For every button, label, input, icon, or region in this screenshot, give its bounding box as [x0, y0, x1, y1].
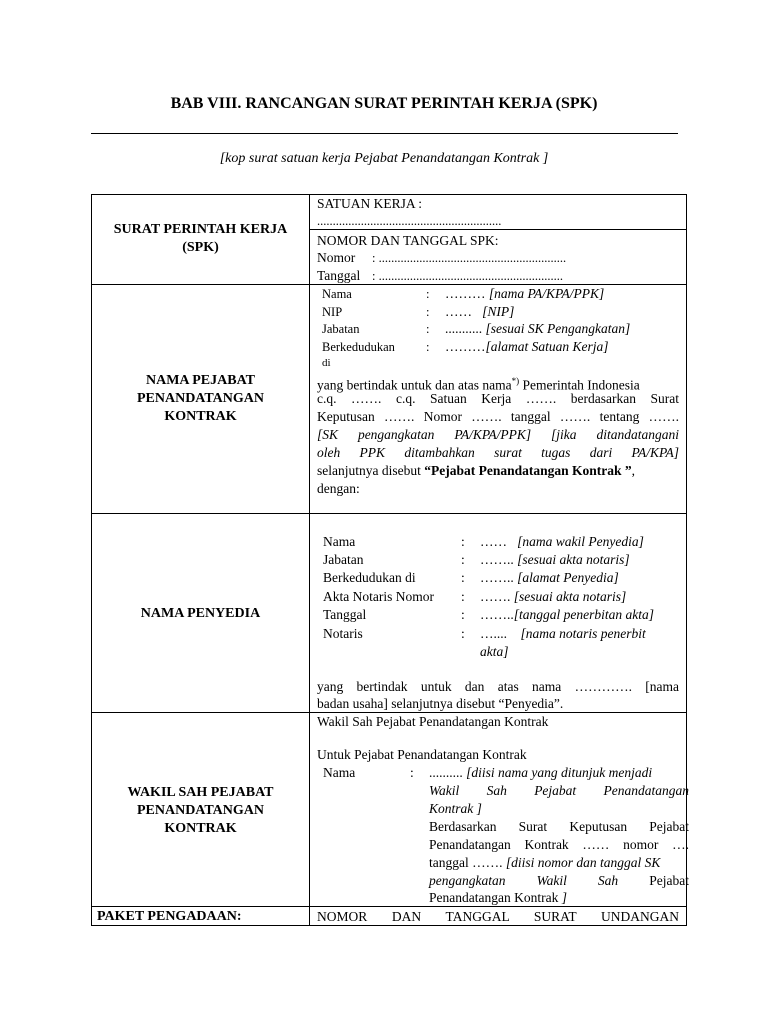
penyedia-para-line2: badan usaha] selanjutnya disebut “Penyedia”. — [317, 696, 564, 711]
penyedia-field-colon: : — [461, 552, 465, 567]
penyedia-label: NAMA PENYEDIA — [140, 606, 261, 621]
paket-pengadaan-value: NOMOR DAN TANGGAL SURAT UNDANGAN — [317, 909, 679, 924]
berdasarkan-line3: tanggal ……. [diisi nomor dan tanggal SK — [429, 855, 661, 870]
pejabat-para-line7: dengan: — [317, 481, 360, 496]
pejabat-field-value: …… [NIP] — [445, 304, 515, 319]
penyedia-field-value: …….. [alamat Penyedia] — [480, 570, 619, 585]
wakil-sah-label — [92, 784, 309, 838]
satuan-kerja-label: SATUAN KERJA : — [317, 196, 423, 211]
nomor-value: : ............................................................ — [372, 251, 567, 265]
wakil-sah-line2: Untuk Pejabat Penandatangan Kontrak — [317, 747, 527, 762]
satuan-kerja-dots: ........................................................... — [317, 214, 502, 228]
penyedia-field-label: Nama — [323, 534, 356, 549]
row-divider — [91, 906, 687, 907]
notaris-continuation: akta] — [480, 644, 509, 659]
wakil-nama-colon: : — [410, 765, 414, 780]
pejabat-field-value: ……… [nama PA/KPA/PPK] — [445, 286, 605, 301]
pejabat-para-line2: c.q. ……. c.q. Satuan Kerja ……. berdasarkan Surat — [317, 391, 679, 406]
di-label: di — [322, 357, 331, 369]
row-divider — [91, 513, 687, 514]
tanggal-value: : ........................................................... — [372, 269, 563, 283]
wakil-sah-label-line2: PENANDATANGAN — [136, 803, 265, 818]
penyedia-field-label: Berkedudukan di — [323, 570, 416, 585]
pejabat-label-line3: KONTRAK — [164, 409, 237, 424]
penyedia-field-label: Akta Notaris Nomor — [323, 589, 434, 604]
penyedia-field-value: …….. [sesuai akta notaris] — [480, 552, 630, 567]
pejabat-field-colon: : — [426, 287, 430, 301]
pejabat-field-label: Jabatan — [322, 322, 360, 336]
pejabat-field-value: ………[alamat Satuan Kerja] — [445, 339, 609, 354]
paket-pengadaan-label: PAKET PENGADAAN: — [97, 909, 242, 924]
pejabat-para-line5: oleh PPK ditambahkan surat tugas dari PA/KPA] — [317, 445, 679, 460]
pejabat-field-label: Nama — [322, 287, 352, 301]
pejabat-label-line2: PENANDATANGAN — [136, 391, 265, 406]
penyedia-field-value: ……..[tanggal penerbitan akta] — [480, 607, 654, 622]
pejabat-field-colon: : — [426, 322, 430, 336]
berdasarkan-line1: Berdasarkan Surat Keputusan Pejabat — [429, 819, 689, 834]
wakil-nama-label: Nama — [323, 765, 356, 780]
nomor-label: Nomor — [317, 250, 356, 265]
spk-label-line1: SURAT PERINTAH KERJA — [113, 222, 288, 237]
penyedia-field-label: Jabatan — [323, 552, 364, 567]
penyedia-field-colon: : — [461, 570, 465, 585]
penyedia-field-label: Notaris — [323, 626, 363, 641]
spk-label — [92, 221, 309, 257]
penyedia-field-value: ….... [nama notaris penerbit — [480, 626, 646, 641]
pejabat-label-line1: NAMA PEJABAT — [145, 373, 256, 388]
berdasarkan-line2: Penandatangan Kontrak …… nomor …. — [429, 837, 689, 852]
wakil-nama-value: .......... [diisi nama yang ditunjuk menjadi — [429, 765, 653, 780]
penyedia-field-colon: : — [461, 534, 465, 549]
penyedia-field-value: …… [nama wakil Penyedia] — [480, 534, 644, 549]
column-divider — [309, 194, 310, 926]
pejabat-para-line4: [SK pengangkatan PA/KPA/PPK] [jika ditandatangani — [317, 427, 679, 442]
pejabat-para-line1: yang bertindak untuk dan atas nama*) Pemerintah Indonesia — [317, 376, 640, 393]
wakil-sah-line1: Wakil Sah Pejabat Penandatangan Kontrak — [317, 714, 549, 729]
tanggal-label: Tanggal — [317, 268, 361, 283]
pejabat-para-line3: Keputusan ……. Nomor ……. tanggal ……. tentang ……. — [317, 409, 679, 424]
pejabat-para-line6: selanjutnya disebut “Pejabat Penandatangan Kontrak ”, — [317, 463, 636, 478]
penyedia-para-line1: yang bertindak untuk dan atas nama …………. [nama — [317, 679, 679, 694]
wakil-hint-line2: Wakil Sah Pejabat Penandatangan — [429, 783, 690, 798]
penyedia-field-colon: : — [461, 589, 465, 604]
wakil-hint-line3: Kontrak ] — [429, 801, 482, 816]
wakil-sah-label-line3: KONTRAK — [164, 821, 237, 836]
penyedia-field-value: ……. [sesuai akta notaris] — [480, 589, 627, 604]
pejabat-field-value: ........... [sesuai SK Pengangkatan] — [445, 321, 631, 336]
pejabat-field-label: NIP — [322, 305, 343, 319]
penyedia-field-colon: : — [461, 626, 465, 641]
pejabat-field-label: Berkedudukan — [322, 340, 395, 354]
letterhead-note: [kop surat satuan kerja Pejabat Penandatangan Kontrak ] — [219, 151, 549, 166]
nomor-tanggal-label: NOMOR DAN TANGGAL SPK: — [317, 233, 499, 248]
pejabat-field-colon: : — [426, 340, 430, 354]
spk-label-line2: (SPK) — [182, 240, 219, 255]
pejabat-field-colon: : — [426, 305, 430, 319]
title-divider — [91, 133, 678, 134]
pejabat-label — [92, 372, 309, 426]
wakil-sah-label-line1: WAKIL SAH PEJABAT — [127, 785, 274, 800]
page-title: BAB VIII. RANCANGAN SURAT PERINTAH KERJA (SPK) — [170, 95, 598, 112]
penyedia-field-colon: : — [461, 607, 465, 622]
penyedia-field-label: Tanggal — [323, 607, 367, 622]
berdasarkan-line5: Penandatangan Kontrak ] — [429, 890, 567, 905]
berdasarkan-line4: pengangkatan Wakil Sah Pejabat — [429, 873, 690, 888]
